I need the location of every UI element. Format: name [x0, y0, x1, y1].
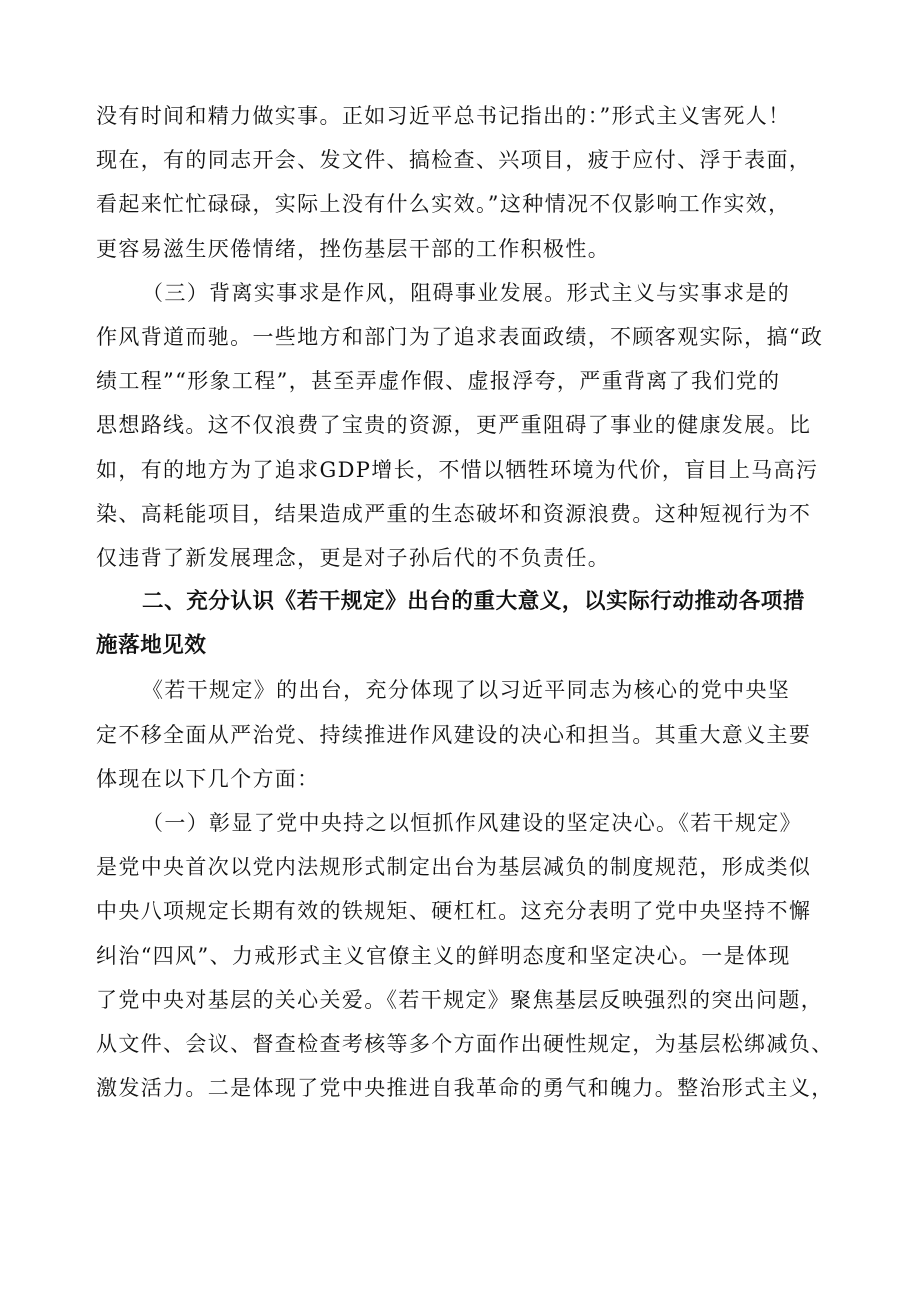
text-line: 定不移全面从严治党、持续推进作风建设的决心和担当。其重大意义主要 — [96, 722, 812, 747]
paragraph-section-three — [96, 271, 831, 580]
text-line: 思想路线。这不仅浪费了宝贵的资源，更严重阻碍了事业的健康发展。比 — [96, 413, 812, 438]
text-line: 中央八项规定长期有效的铁规矩、硬杠杠。这充分表明了党中央坚持不懈 — [96, 899, 812, 924]
text-line: 是党中央首次以党内法规形式制定出台为基层减负的制度规范，形成类似 — [96, 855, 812, 880]
text-line: 了党中央对基层的关心关爱。《若干规定》聚焦基层反映强烈的突出问题， — [96, 987, 824, 1012]
text-line: 从文件、会议、督查检查考核等多个方面作出硬性规定，为基层松绑减负、 — [96, 1031, 834, 1056]
text-line: 更容易滋生厌倦情绪，挫伤基层干部的工作积极性。 — [96, 236, 611, 261]
text-line: 激发活力。二是体现了党中央推进自我革命的勇气和魄力。整治形式主义， — [96, 1076, 834, 1101]
heading-line: 施落地见效 — [96, 633, 207, 659]
document-page — [96, 94, 834, 1110]
text-line: 《若干规定》的出台，充分体现了以习近平同志为核心的党中央坚 — [142, 678, 791, 703]
text-line: （一）彰显了党中央持之以恒抓作风建设的坚定决心。《若干规定》 — [142, 811, 802, 835]
text-line: 绩工程”“形象工程”，甚至弄虚作假、虚报浮夸，严重背离了我们党的 — [96, 369, 781, 394]
text-line: 没有时间和精力做实事。正如习近平总书记指出的：”形式主义害死人！ — [96, 104, 791, 128]
text-line: 纠治“四风”、力戒形式主义官僚主义的鲜明态度和坚定决心。一是体现 — [96, 943, 791, 968]
paragraph-formalism-harm — [96, 94, 831, 271]
text-line: 如，有的地方为了追求GDP增长，不惜以牺牲环境为代价，盲目上马高污 — [96, 457, 819, 482]
section-heading — [96, 580, 831, 668]
text-line: （三）背离实事求是作风，阻碍事业发展。形式主义与实事求是的 — [142, 280, 791, 305]
paragraph-section-one — [96, 801, 834, 1110]
text-line: 现在，有的同志开会、发文件、搞检查、兴项目，疲于应付、浮于表面， — [96, 148, 812, 173]
heading-line: 二、充分认识《若干规定》出台的重大意义，以实际行动推动各项措 — [142, 589, 806, 615]
text-line: 作风背道而驰。一些地方和部门为了追求表面政绩，不顾客观实际，搞“政 — [96, 324, 824, 349]
text-line: 看起来忙忙碌碌，实际上没有什么实效。”这种情况不仅影响工作实效， — [96, 192, 791, 217]
text-line: 体现在以下几个方面： — [96, 766, 320, 791]
text-line: 染、高耗能项目，结果造成严重的生态破坏和资源浪费。这种短视行为不 — [96, 501, 812, 526]
paragraph-significance-intro — [96, 668, 831, 801]
text-line: 仅违背了新发展理念，更是对子孙后代的不负责任。 — [96, 545, 611, 570]
